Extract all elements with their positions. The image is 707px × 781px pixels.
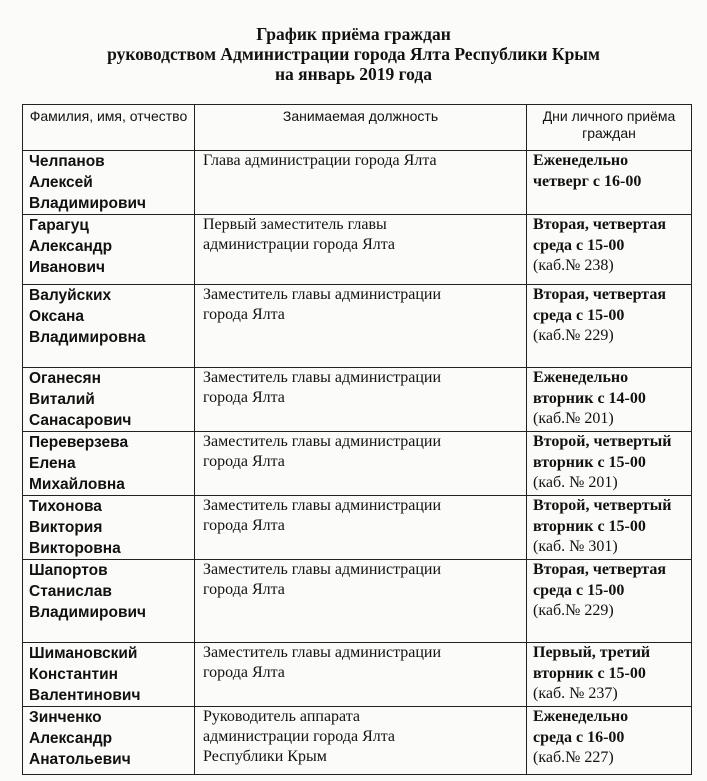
name-line: Виктория	[29, 519, 103, 536]
name-line: Владимирович	[29, 195, 147, 212]
days-line: Второй, четвертый	[533, 433, 672, 450]
days-line: вторник с 15-00	[533, 664, 646, 682]
days-line: среда с 16-00	[533, 728, 625, 746]
name-line: Александр	[29, 238, 113, 255]
position-line: Заместитель главы администрации	[203, 286, 442, 303]
position-line: города Ялта	[203, 453, 285, 470]
name-line: Оганесян	[29, 370, 101, 387]
room-number: (каб. № 201)	[533, 474, 618, 491]
name-line: Алексей	[29, 174, 93, 191]
name-line: Викторовна	[29, 540, 121, 557]
position-line: города Ялта	[203, 664, 285, 681]
table-row	[23, 560, 692, 643]
cell-position	[195, 432, 527, 496]
name-line: Шимановский	[29, 645, 138, 662]
title-line-3: на январь 2019 года	[274, 64, 433, 84]
header-name: Фамилия, имя, отчество	[23, 105, 195, 151]
days-line: четверг с 16-00	[533, 172, 642, 190]
name-line: Константин	[29, 666, 118, 683]
table-row	[23, 432, 692, 496]
room-number: (каб.№ 201)	[533, 410, 614, 427]
cell-days	[527, 215, 692, 285]
days-line: Первый, третий	[533, 644, 651, 661]
cell-days	[527, 432, 692, 496]
position-line: Заместитель главы администрации	[203, 561, 442, 578]
title-line-2: руководством Администрации города Ялта Республики Крым	[107, 44, 600, 64]
name-line: Тихонова	[29, 498, 102, 515]
name-line: Владимирович	[29, 604, 147, 621]
position-line: Заместитель главы администрации	[203, 369, 442, 386]
position-line: Руководитель аппарата	[203, 708, 361, 725]
document-title	[0, 24, 707, 84]
cell-days	[527, 707, 692, 775]
days-line: Еженедельно	[533, 708, 629, 725]
room-number: (каб.№ 229)	[533, 602, 614, 619]
name-line: Анатольевич	[29, 751, 131, 768]
cell-name	[23, 285, 195, 368]
days-line: вторник с 14-00	[533, 389, 646, 407]
title-line-1: График приёма граждан	[256, 24, 451, 44]
days-line: Второй, четвертый	[533, 497, 672, 514]
table-row	[23, 151, 692, 215]
cell-days	[527, 560, 692, 643]
days-line: Вторая, четвертая	[533, 286, 666, 303]
days-line: Еженедельно	[533, 369, 629, 386]
reception-schedule-table	[22, 104, 692, 775]
days-line: Вторая, четвертая	[533, 216, 666, 233]
days-line: среда с 15-00	[533, 306, 625, 324]
cell-position	[195, 215, 527, 285]
table-row	[23, 707, 692, 775]
days-line: вторник с 15-00	[533, 453, 646, 471]
position-line: Республики Крым	[203, 748, 327, 765]
cell-position	[195, 643, 527, 707]
name-line: Иванович	[29, 259, 105, 276]
cell-name	[23, 151, 195, 215]
room-number: (каб.№ 238)	[533, 257, 614, 274]
days-line: вторник с 15-00	[533, 517, 646, 535]
position-line: города Ялта	[203, 517, 285, 534]
cell-days	[527, 368, 692, 432]
position-line: города Ялта	[203, 581, 285, 598]
cell-position	[195, 707, 527, 775]
table-row	[23, 285, 692, 368]
name-line: Владимировна	[29, 329, 146, 346]
cell-position	[195, 368, 527, 432]
position-line: Заместитель главы администрации	[203, 497, 442, 514]
table-header-row	[23, 105, 692, 151]
name-line: Валуйских	[29, 287, 112, 304]
room-number: (каб.№ 227)	[533, 749, 614, 766]
name-line: Валентинович	[29, 687, 141, 704]
position-line: Глава администрации города Ялта	[203, 152, 437, 169]
name-line: Гарагуц	[29, 217, 89, 234]
days-line: Вторая, четвертая	[533, 561, 666, 578]
days-line: среда с 15-00	[533, 236, 625, 254]
position-line: администрации города Ялта	[203, 728, 396, 745]
name-line: Станислав	[29, 583, 112, 600]
room-number: (каб.№ 229)	[533, 327, 614, 344]
table-row	[23, 215, 692, 285]
table-row	[23, 643, 692, 707]
cell-days	[527, 643, 692, 707]
name-line: Елена	[29, 455, 76, 472]
cell-name	[23, 496, 195, 560]
table-row	[23, 368, 692, 432]
position-line: Первый заместитель главы	[203, 216, 387, 233]
name-line: Александр	[29, 730, 113, 747]
cell-position	[195, 151, 527, 215]
cell-name	[23, 368, 195, 432]
cell-name	[23, 707, 195, 775]
cell-name	[23, 560, 195, 643]
room-number: (каб. № 301)	[533, 538, 618, 555]
cell-position	[195, 560, 527, 643]
name-line: Санасарович	[29, 412, 132, 429]
name-line: Челпанов	[29, 153, 105, 170]
table-row	[23, 496, 692, 560]
position-line: города Ялта	[203, 389, 285, 406]
days-line: Еженедельно	[533, 152, 629, 169]
position-line: города Ялта	[203, 306, 285, 323]
cell-days	[527, 496, 692, 560]
cell-days	[527, 285, 692, 368]
name-line: Михайловна	[29, 476, 125, 493]
cell-position	[195, 285, 527, 368]
cell-name	[23, 643, 195, 707]
cell-name	[23, 432, 195, 496]
name-line: Оксана	[29, 308, 85, 325]
header-days: Дни личного приёма граждан	[527, 105, 692, 151]
cell-days	[527, 151, 692, 215]
position-line: Заместитель главы администрации	[203, 433, 442, 450]
name-line: Шапортов	[29, 562, 108, 579]
header-position: Занимаемая должность	[195, 105, 527, 151]
name-line: Переверзева	[29, 434, 129, 451]
name-line: Виталий	[29, 391, 95, 408]
position-line: Заместитель главы администрации	[203, 644, 442, 661]
days-line: среда с 15-00	[533, 581, 625, 599]
position-line: администрации города Ялта	[203, 236, 396, 253]
name-line: Зинченко	[29, 709, 102, 726]
room-number: (каб. № 237)	[533, 685, 618, 702]
cell-name	[23, 215, 195, 285]
cell-position	[195, 496, 527, 560]
